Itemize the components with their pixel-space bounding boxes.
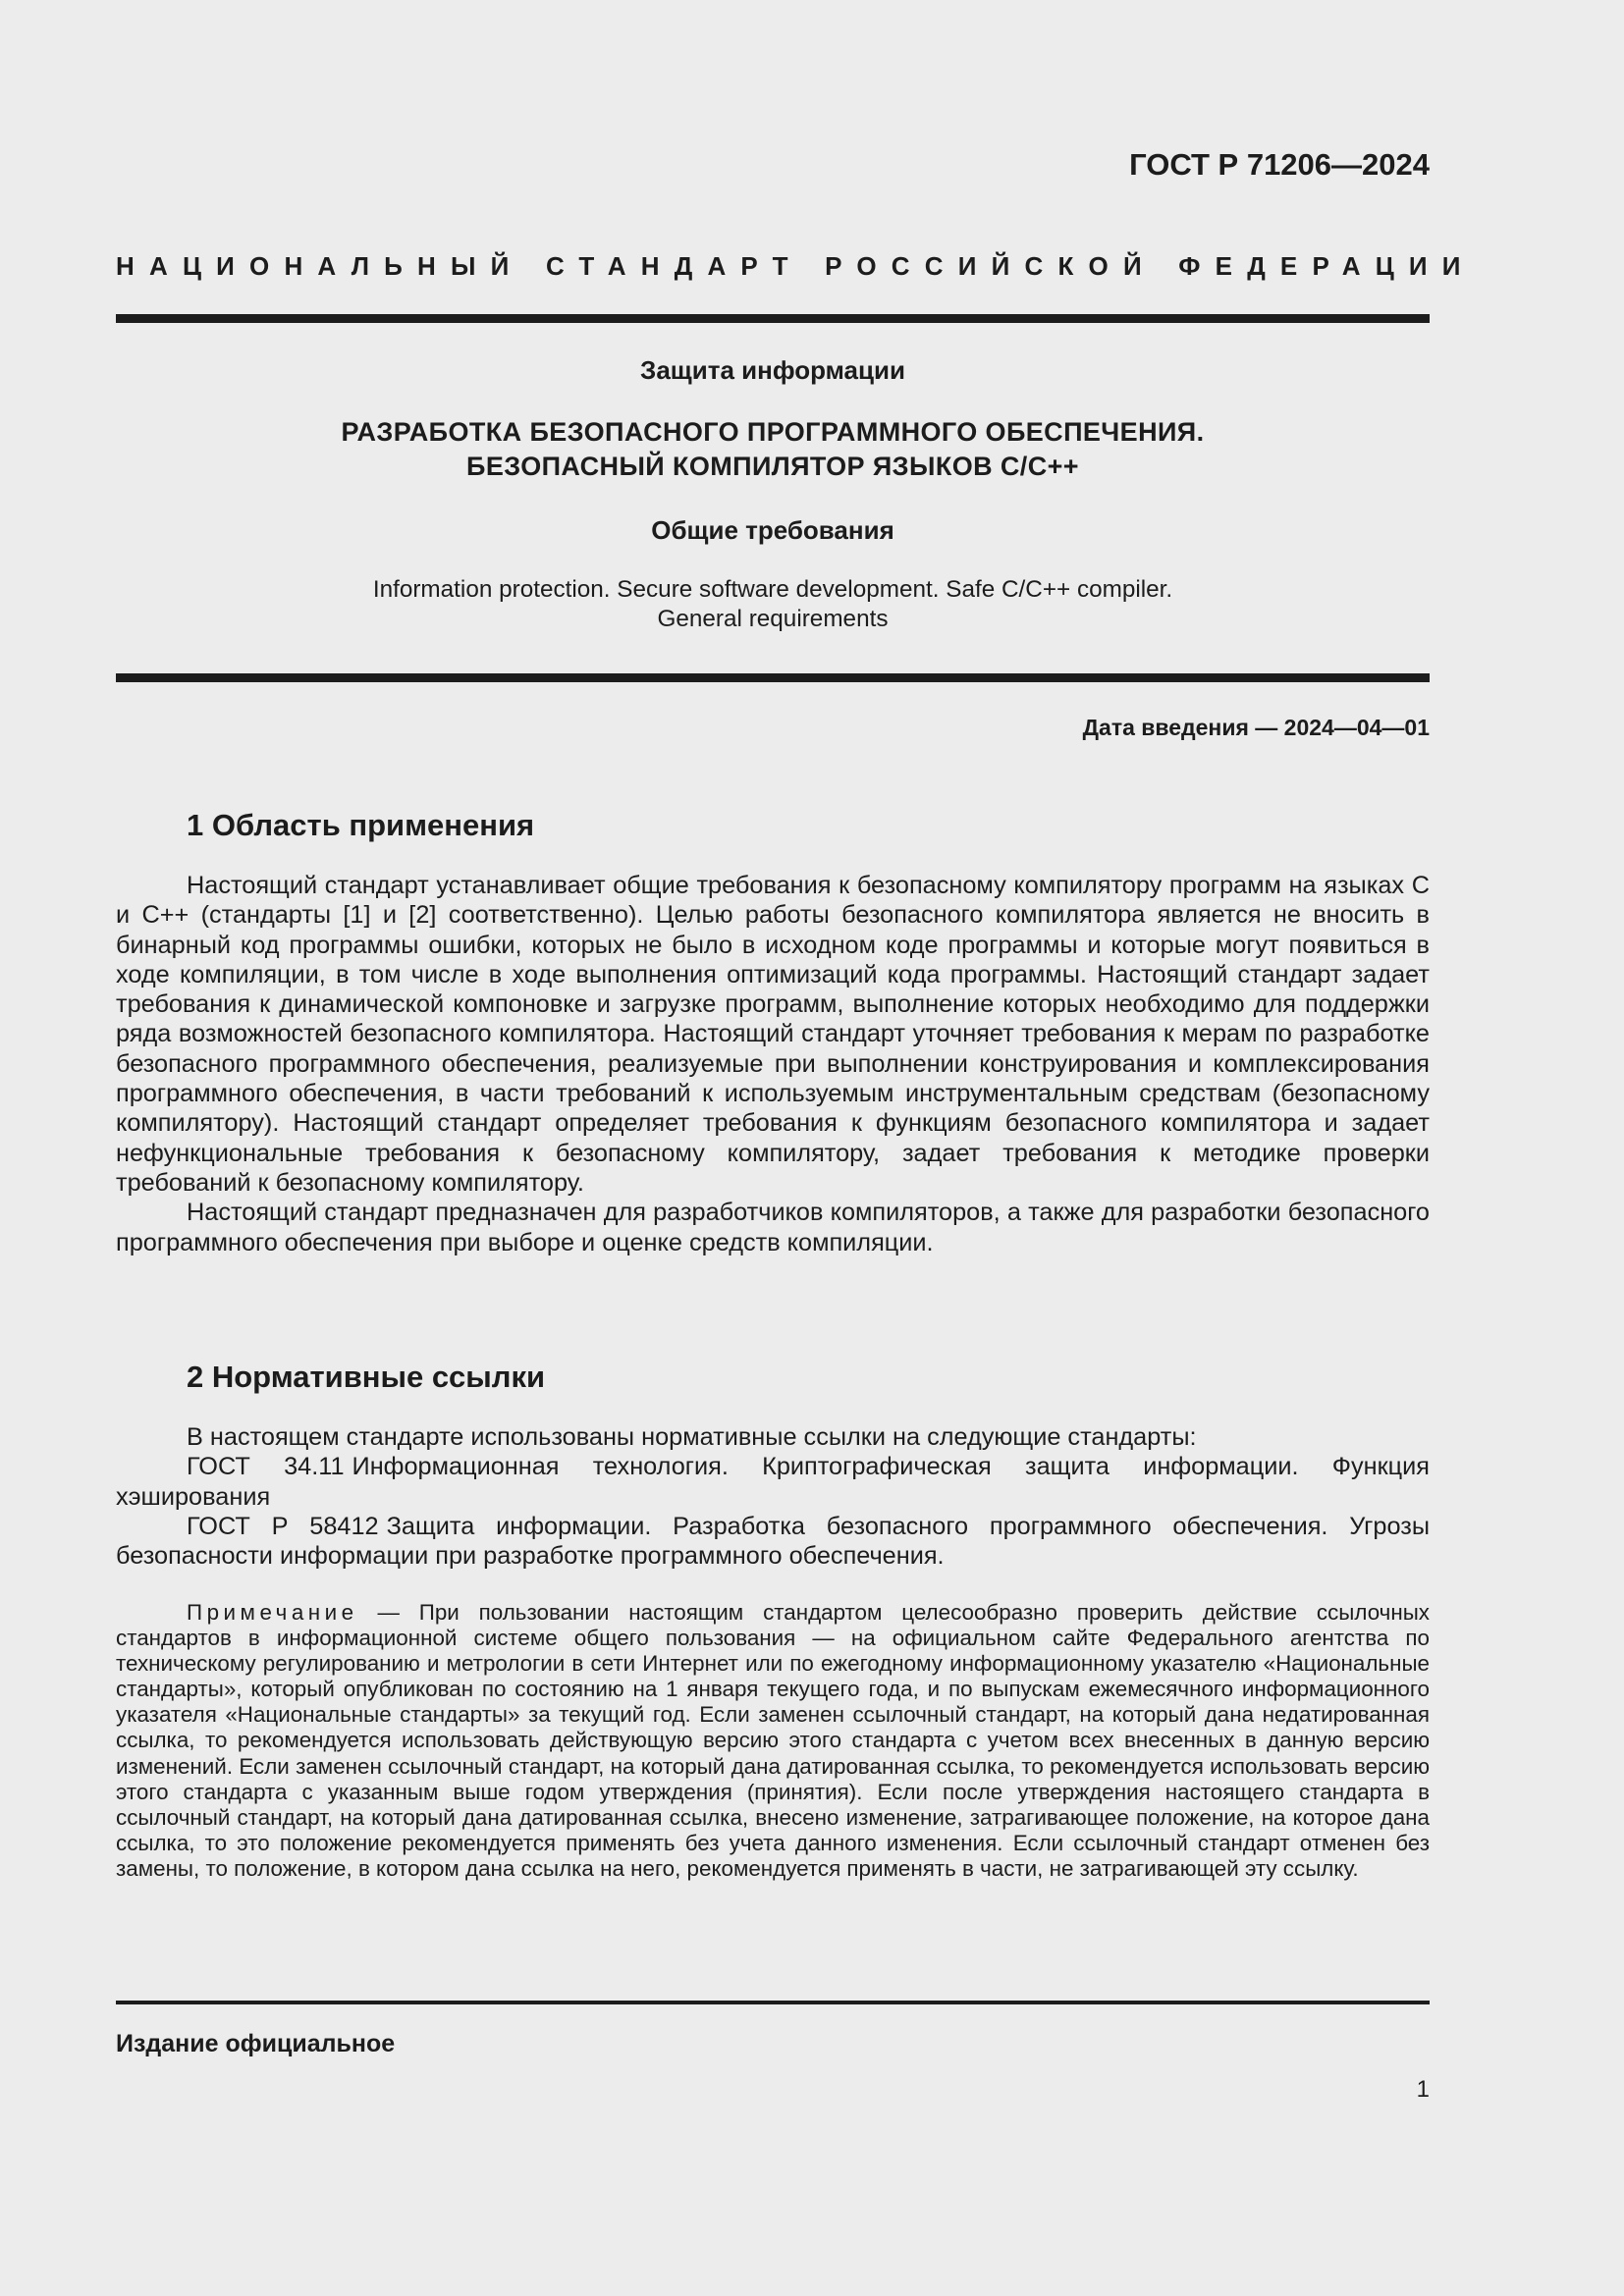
national-standard-banner: НАЦИОНАЛЬНЫЙ СТАНДАРТ РОССИЙСКОЙ ФЕДЕРАЦИИ <box>116 251 1476 281</box>
reference-code: ГОСТ Р 58412 <box>187 1512 379 1540</box>
reference-title: Защита информации. Разработка безопасного программного обеспечения. Угрозы безопасности информации при разработке программного обеспечения. <box>116 1512 1431 1571</box>
section-1-paragraph: Настоящий стандарт устанавливает общие требования к безопасному компилятору программ на языках С и С++ (стандарты [1] и [2] соответственно). Целью работы безопасного компилятора является не вносить в бинарный код программы ошибки, которых не было в исходном коде программы и которые могут появиться в ходе компиляции, в том числе в ходе выполнения оптимизаций кода программы. Настоящий стандарт задает требования к динамической компоновке и загрузке программ, выполнение которых необходимо для поддержки ряда возможностей безопасного компилятора. Настоящий стандарт уточняет требования к мерам по разработке безопасного программного обеспечения, реализуемые при выполнении конструирования и комплексирования программного обеспечения, в части требований к используемым инструментальным средствам (безопасному компилятору). Настоящий стандарт определяет требования к функциям безопасного компилятора и задает нефункциональные требования к безопасному компилятору, задает требования к методике проверки требований к безопасному компилятору. <box>116 872 1430 1197</box>
note-text: — При пользовании настоящим стандартом целесообразно проверить действие ссылочных стандартов в информационной системе общего пользования — на официальном сайте Федерального агентства по техническому регулированию и метрологии в сети Интернет или по ежегодному информационному указателю «Национальные стандарты», который опубликован по состоянию на 1 января текущего года, и по выпускам ежемесячного информационного указателя «Национальные стандарты» за текущий год. Если заменен ссылочный стандарт, на который дана недатированная ссылка, то рекомендуется использовать действующую версию этого стандарта с учетом всех внесенных в данную версию изменений. Если заменен ссылочный стандарт, на который дана датированная ссылка, то рекомендуется использовать версию этого стандарта с указанным выше годом утверждения (принятия). Если после утверждения настоящего стандарта в ссылочный стандарт, на который дана датированная ссылка, внесено изменение, затрагивающее положение, на которое дана ссылка, то это положение рекомендуется применять без учета данного изменения. Если ссылочный стандарт отменен без замены, то положение, в котором дана ссылка на него, рекомендуется применять в части, не затрагивающей эту ссылку. <box>116 1600 1430 1881</box>
title-subtitle: Общие требования <box>651 515 894 545</box>
reference-title: Информационная технология. Криптографическая защита информации. Функция хэширования <box>116 1453 1430 1511</box>
note-label: Примечание <box>187 1600 358 1625</box>
normative-reference <box>116 1512 1430 1572</box>
title-english-line2: General requirements <box>657 606 889 632</box>
title-category: Защита информации <box>640 355 905 385</box>
section-1-paragraph: Настоящий стандарт предназначен для разработчиков компиляторов, а также для разработки безопасного программного обеспечения при выборе и оценке средств компиляции. <box>116 1199 1430 1256</box>
section-1-body <box>116 871 1430 1257</box>
page-number: 1 <box>1416 2076 1430 2103</box>
footer-divider <box>116 2001 1430 2004</box>
section-2-body <box>116 1422 1430 1571</box>
top-divider <box>116 314 1430 323</box>
section-2-intro: В настоящем стандарте использованы нормативные ссылки на следующие стандарты: <box>187 1423 1197 1451</box>
title-main-line2: БЕЗОПАСНЫЙ КОМПИЛЯТОР ЯЗЫКОВ С/С++ <box>466 452 1079 481</box>
title-main-line1: РАЗРАБОТКА БЕЗОПАСНОГО ПРОГРАММНОГО ОБЕСПЕЧЕНИЯ. <box>341 417 1205 447</box>
normative-reference <box>116 1452 1430 1512</box>
title-english-line1: Information protection. Secure software development. Safe C/C++ compiler. <box>372 576 1173 603</box>
title-divider <box>116 673 1430 682</box>
note-block <box>116 1600 1430 1882</box>
standard-code: ГОСТ Р 71206—2024 <box>1129 147 1430 182</box>
reference-code: ГОСТ 34.11 <box>187 1453 345 1481</box>
section-1-heading: 1 Область применения <box>187 808 535 842</box>
effective-date: Дата введения — 2024—04—01 <box>1082 715 1430 740</box>
official-edition-label: Издание официальное <box>116 2030 396 2057</box>
section-2-heading: 2 Нормативные ссылки <box>187 1360 546 1394</box>
